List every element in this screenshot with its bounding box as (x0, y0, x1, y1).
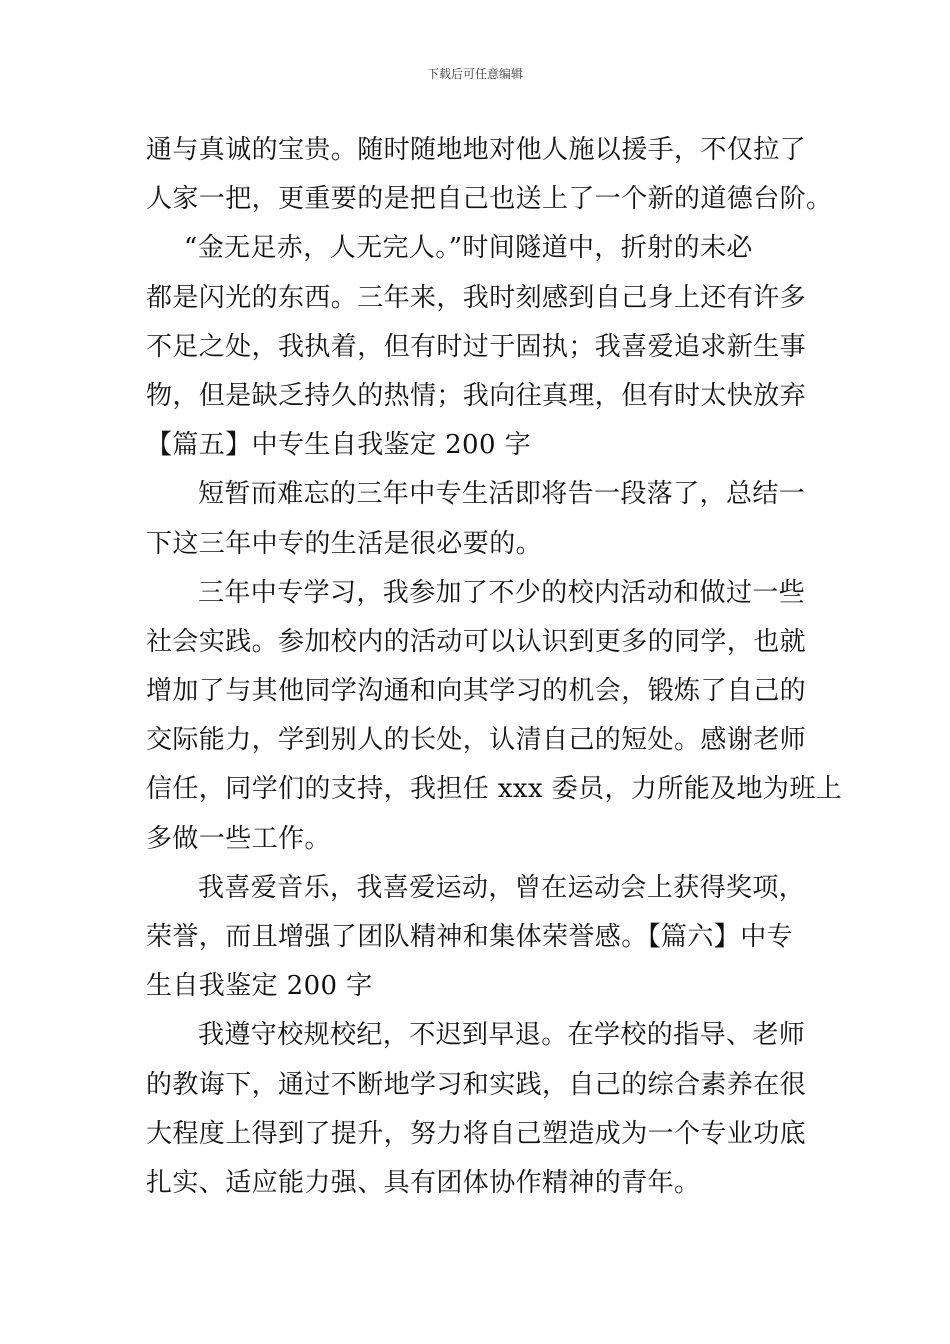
text-line: 物，但是缺乏持久的热情；我向往真理，但有时太快放弃 (146, 380, 807, 411)
text-line: 荣誉，而且增强了团队精神和集体荣誉感。【篇六】中专 (146, 922, 794, 952)
document-body (146, 126, 843, 1208)
text-line: 我遵守校规校纪，不迟到早退。在学校的指导、老师 (198, 1020, 806, 1051)
page-header: 下载后可任意编辑 (426, 67, 523, 81)
section-heading: 【篇五】中专生自我鉴定 200 字 (146, 430, 531, 461)
text-line: 增加了与其他同学沟通和向其学习的机会，锻炼了自己的 (146, 676, 807, 707)
text-line: 短暂而难忘的三年中专生活即将告一段落了，总结一 (198, 479, 806, 510)
text-line: 人家一把，更重要的是把自己也送上了一个新的道德台阶。 (146, 184, 833, 215)
text-line: 的教诲下，通过不断地学习和实践，自己的综合素养在很 (146, 1069, 807, 1100)
text-line: 生自我鉴定 200 字 (146, 971, 373, 1002)
text-line: 扎实、适应能力强、具有团体协作精神的青年。 (146, 1167, 701, 1198)
text-line: 社会实践。参加校内的活动可以认识到更多的同学，也就 (146, 626, 807, 657)
text-line: 我喜爱音乐，我喜爱运动，曾在运动会上获得奖项， (198, 872, 806, 903)
text-line: 通与真诚的宝贵。随时随地地对他人施以援手，不仅拉了 (146, 135, 807, 165)
text-line: “金无足赤，人无完人。”时间隧道中，折射的未必 (184, 233, 753, 264)
text-line: 都是闪光的东西。三年来，我时刻感到自己身上还有许多 (146, 282, 807, 313)
text-line: 交际能力，学到别人的长处，认清自己的短处。感谢老师 (146, 725, 807, 756)
text-line: 信任，同学们的支持，我担任 xxx 委员，力所能及地为班上 (146, 774, 843, 805)
text-line: 大程度上得到了提升，努力将自己塑造成为一个专业功底 (146, 1118, 807, 1149)
text-line: 不足之处，我执着，但有时过于固执；我喜爱追求新生事 (146, 331, 807, 362)
text-line: 下这三年中专的生活是很必要的。 (146, 528, 543, 559)
text-line: 三年中专学习，我参加了不少的校内活动和做过一些 (198, 577, 806, 608)
text-line: 多做一些工作。 (146, 823, 331, 854)
